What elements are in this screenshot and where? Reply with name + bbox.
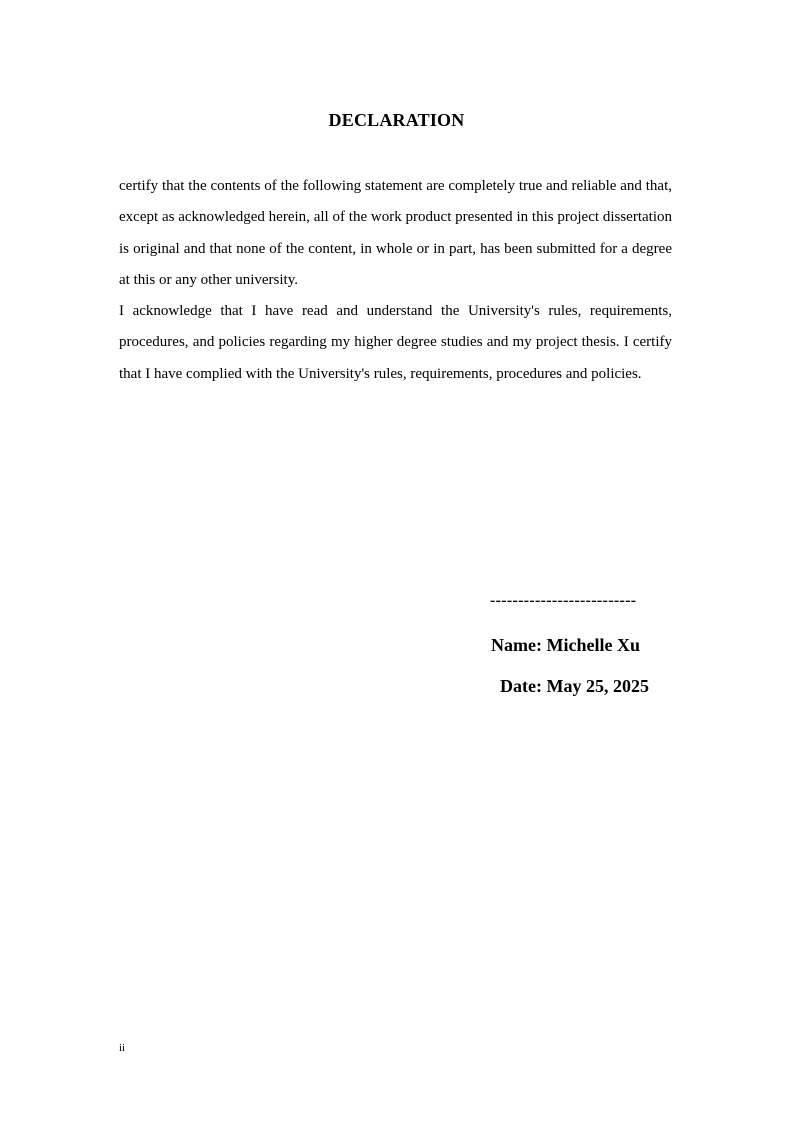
declaration-paragraph-2: I acknowledge that I have read and understand the University's rules, requirements, procedures, and policies regarding my higher degree studies and my project thesis. I certify that I have complied with the University's rules, requirements, procedures and policies. bbox=[119, 303, 672, 382]
signature-line: -------------------------- bbox=[490, 592, 637, 609]
declaration-paragraph-1: certify that the contents of the following statement are completely true and reliable and that, except as acknowledged herein, all of the work product presented in this project dissertation is original and that none of the content, in whole or in part, has been submitted for a degree at this or any other university. bbox=[119, 178, 672, 288]
signature-date: Date: May 25, 2025 bbox=[500, 676, 649, 696]
page-number: ii bbox=[119, 1042, 126, 1054]
signer-name: Name: Michelle Xu bbox=[491, 635, 640, 655]
page-title: DECLARATION bbox=[328, 110, 465, 130]
declaration-body bbox=[119, 171, 672, 390]
